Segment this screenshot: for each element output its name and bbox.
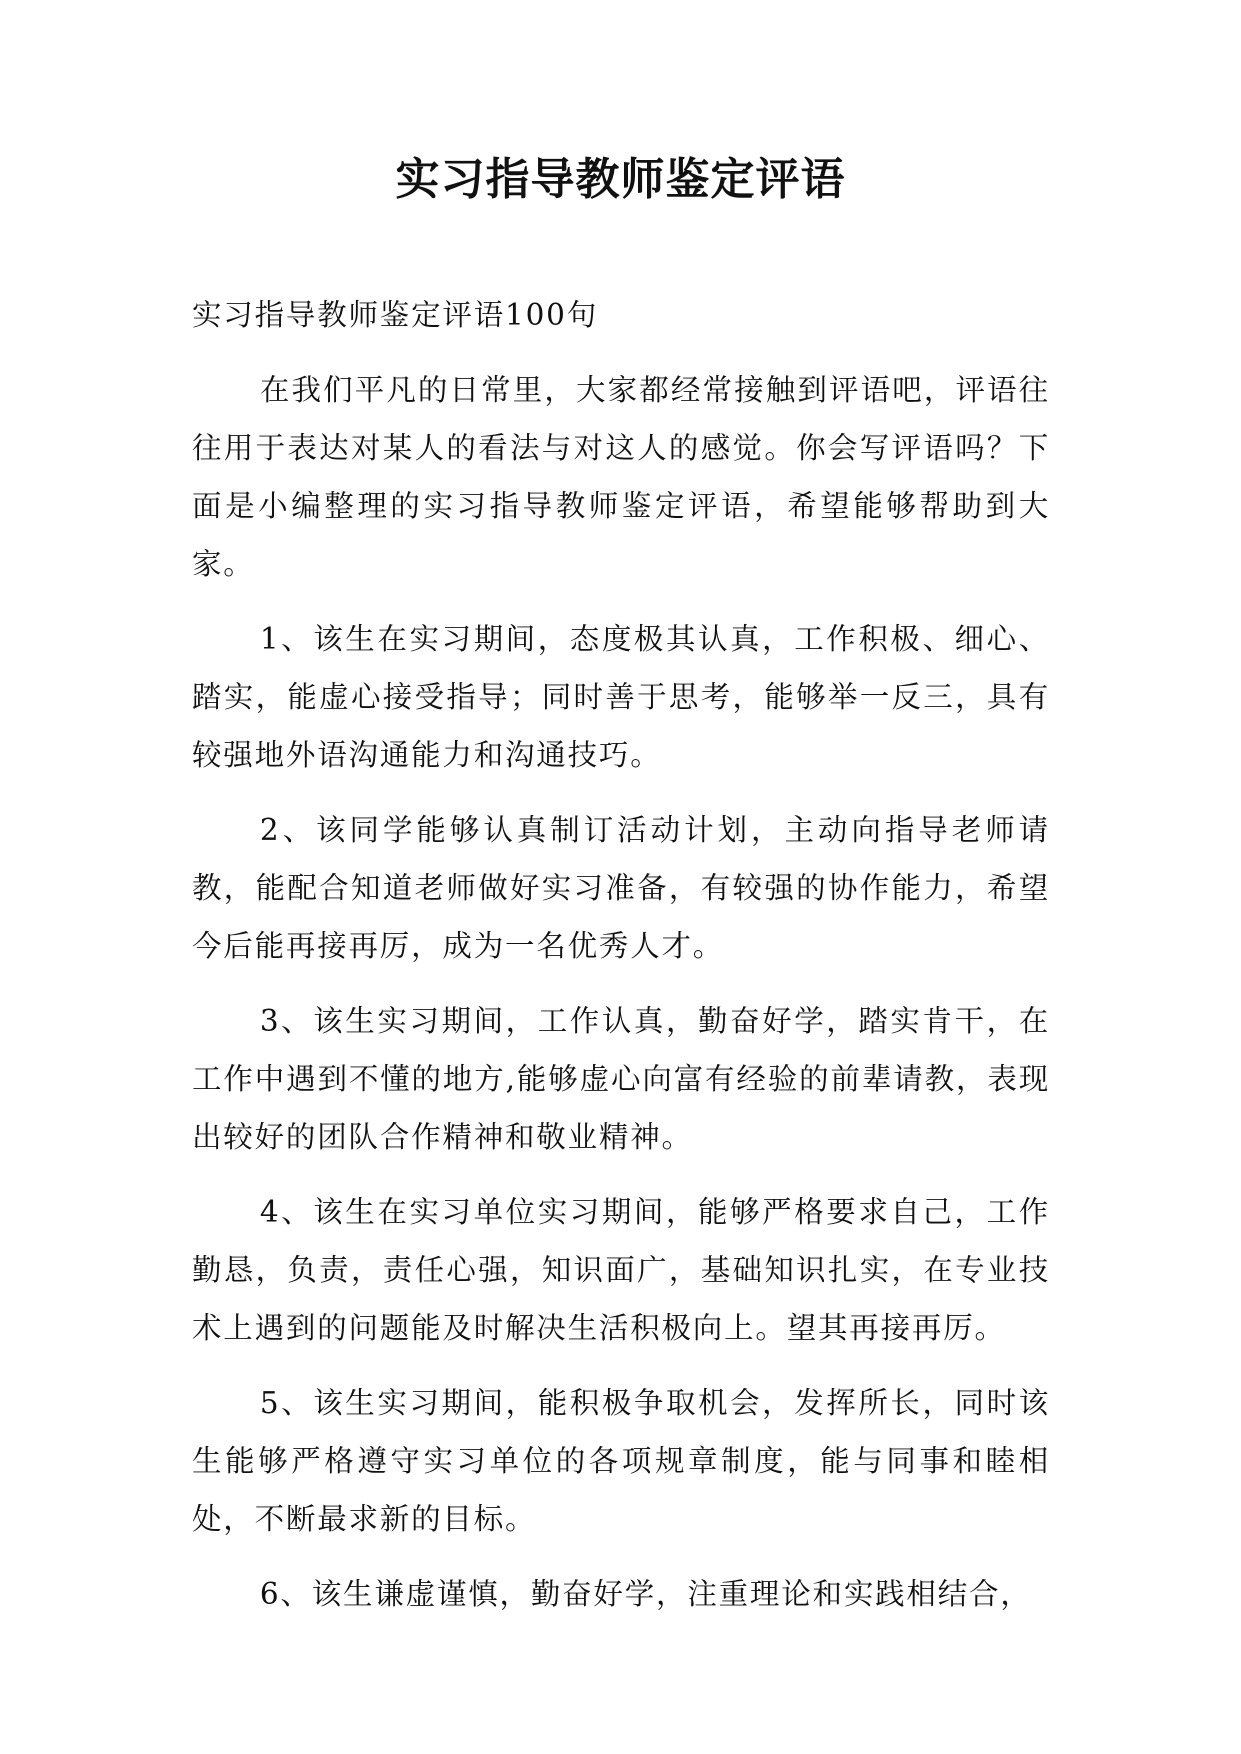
document-title: 实习指导教师鉴定评语 [395,154,846,205]
comment-paragraph-5: 5、该生实习期间，能积极争取机会，发挥所长，同时该生能够严格遵守实习单位的各项规章制度，能与同事和睦相处，不断最求新的目标。 [192,1386,1050,1536]
document-body [192,286,1050,1640]
comment-paragraph-4: 4、该生在实习单位实习期间，能够严格要求自己，工作勤恳，负责，责任心强，知识面广，基础知识扎实，在专业技术上遇到的问题能及时解决生活积极向上。望其再接再厉。 [192,1195,1050,1345]
comment-paragraph-6: 6、该生谦虚谨慎，勤奋好学，注重理论和实践相结合， [259,1577,1032,1611]
intro-paragraph: 在我们平凡的日常里，大家都经常接触到评语吧，评语往往用于表达对某人的看法与对这人的感觉。你会写评语吗？下面是小编整理的实习指导教师鉴定评语，希望能够帮助到大家。 [192,373,1050,581]
comment-paragraph-1: 1、该生在实习期间，态度极其认真，工作积极、细心、踏实，能虚心接受指导；同时善于思考，能够举一反三，具有较强地外语沟通能力和沟通技巧。 [192,622,1050,772]
comment-paragraph-3: 3、该生实习期间，工作认真，勤奋好学，踏实肯干，在工作中遇到不懂的地方,能够虚心向富有经验的前辈请教，表现出较好的团队合作精神和敬业精神。 [192,1004,1050,1154]
comment-paragraph-2: 2、该同学能够认真制订活动计划，主动向指导老师请教，能配合知道老师做好实习准备，有较强的协作能力，希望今后能再接再厉，成为一名优秀人才。 [192,813,1050,963]
document-subtitle: 实习指导教师鉴定评语100句 [192,298,599,332]
